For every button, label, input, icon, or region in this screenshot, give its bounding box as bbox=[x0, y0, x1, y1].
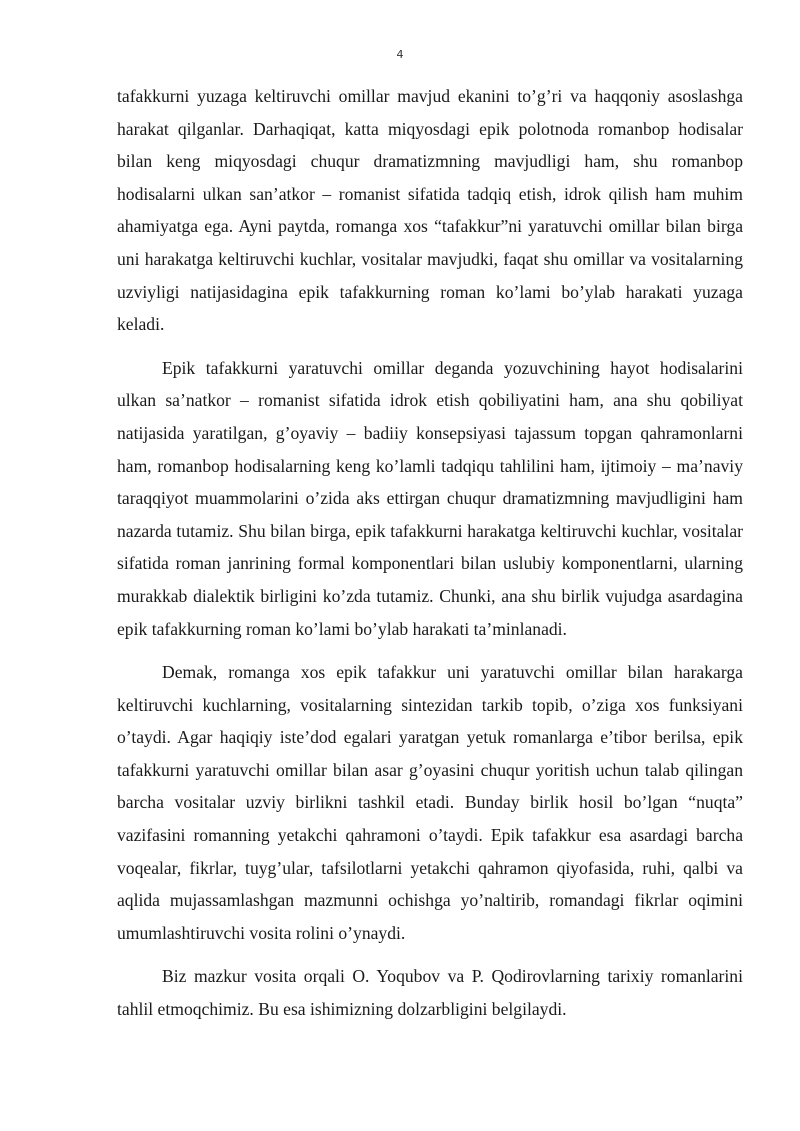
page-number: 4 bbox=[396, 48, 404, 61]
body-text bbox=[117, 80, 743, 1037]
paragraph-3: Demak, romanga xos epik tafakkur uni yaratuvchi omillar bilan harakarga keltiruvchi kuchlarning, vositalarning sintezidan tarkib topib, o’ziga xos funksiyani o’taydi. Agar haqiqiy iste’dod egalari yaratgan yetuk romanlarga e’tibor berilsa, epik tafakkurni yaratuvchi omillar bilan asar g’oyasini chuqur yoritish uchun talab qilingan barcha vositalar uzviy birlikni tashkil etadi. Bunday birlik hosil bo’lgan “nuqta” vazifasini romanning yetakchi qahramoni o’taydi. Epik tafakkur esa asardagi barcha voqealar, fikrlar, tuyg’ular, tafsilotlarni yetakchi qahramon qiyofasida, ruhi, qalbi va aqlida mujassamlashgan mazmunni ochishga yo’naltirib, romandagi fikrlar oqimini umumlashtiruvchi vosita rolini o’ynaydi. bbox=[117, 662, 743, 943]
paragraph-4: Biz mazkur vosita orqali O. Yoqubov va P. Qodirovlarning tarixiy romanlarini tahlil etmoqchimiz. Bu esa ishimizning dolzarbligini belgilaydi. bbox=[117, 966, 743, 1020]
paragraph-2: Epik tafakkurni yaratuvchi omillar deganda yozuvchining hayot hodisalarini ulkan sa’natkor – romanist sifatida idrok etish qobiliyatini ham, ana shu qobiliyat natijasida yaratilgan, g’oyaviy – badiiy konsepsiyasi tajassum topgan qahramonlarni ham, romanbop hodisalarning keng ko’lamli tadqiqu tahlilini ham, ijtimoiy – ma’naviy taraqqiyot muammolarini o’zida aks ettirgan chuqur dramatizmning mavjudligini ham nazarda tutamiz. Shu bilan birga, epik tafakkurni harakatga keltiruvchi kuchlar, vositalar sifatida roman janrining formal komponentlari bilan uslubiy komponentlarni, ularning murakkab dialektik birligini ko’zda tutamiz. Chunki, ana shu birlik vujudga asardagina epik tafakkurning roman ko’lami bo’ylab harakati ta’minlanadi. bbox=[117, 357, 743, 639]
paragraph-1: tafakkurni yuzaga keltiruvchi omillar mavjud ekanini to’g’ri va haqqoniy asoslashga harakat qilganlar. Darhaqiqat, katta miqyosdagi epik polotnoda romanbop hodisalar bilan keng miqyosdagi chuqur dramatizmning mavjudligi ham, shu romanbop hodisalarni ulkan san’atkor – romanist sifatida tadqiq etish, idrok qilish ham muhim ahamiyatga ega. Ayni paytda, romanga xos “tafakkur”ni yaratuvchi omillar bilan birga uni harakatga keltiruvchi kuchlar, vositalar mavjudki, faqat shu omillar va vositalarning uzviyligi natijasidagina epik tafakkurning roman ko’lami bo’ylab harakati yuzaga keladi. bbox=[117, 86, 743, 335]
